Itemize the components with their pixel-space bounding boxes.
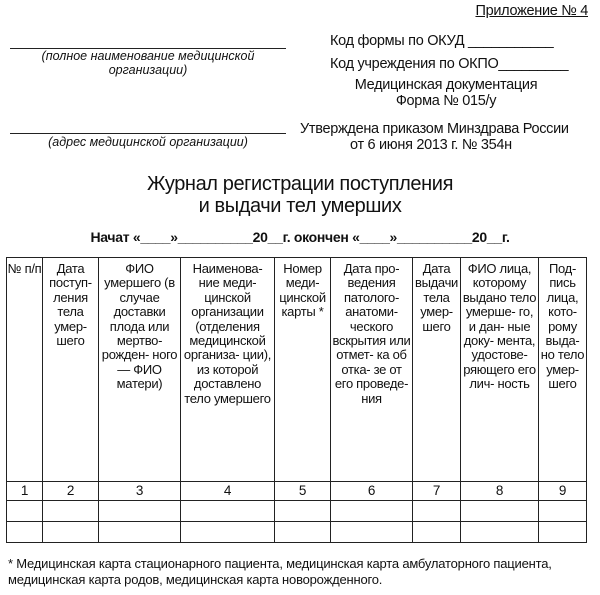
org-address-note: (адрес медицинской организации) xyxy=(48,135,248,149)
col-header-arrival-date: Дата поступ- ления тела умер- шего xyxy=(43,258,99,482)
col-number: 5 xyxy=(275,482,331,501)
okpo-code-label: Код учреждения по ОКПО_________ xyxy=(330,56,569,72)
col-number: 4 xyxy=(181,482,275,501)
table-cell[interactable] xyxy=(539,522,587,543)
journal-dates: Начат «____»__________20__г. окончен «____»__________20__г. xyxy=(90,229,510,245)
table-cell[interactable] xyxy=(99,522,181,543)
title-line-1: Журнал регистрации поступления xyxy=(146,173,454,195)
table-cell[interactable] xyxy=(43,522,99,543)
journal-table xyxy=(6,257,587,543)
med-doc-label: Медицинская документация xyxy=(354,77,538,93)
table-cell[interactable] xyxy=(413,522,461,543)
col-number: 1 xyxy=(7,482,43,501)
col-header-recipient-name: ФИО лица, которому выдано тело умерше- го, и дан- ные доку- мента, удостове- ряющего его лич- ность xyxy=(461,258,539,482)
col-header-organization: Наименова- ние меди- цинской организации (отделения медицинской организа- ции), из которой доставлено тело умершего xyxy=(181,258,275,482)
table-cell[interactable] xyxy=(331,522,413,543)
table-cell[interactable] xyxy=(461,522,539,543)
journal-title xyxy=(0,173,600,217)
column-number-row xyxy=(7,482,587,501)
table-cell[interactable] xyxy=(275,522,331,543)
table-cell[interactable] xyxy=(181,501,275,522)
table-cell[interactable] xyxy=(7,522,43,543)
col-header-number: № п/п xyxy=(7,258,43,482)
col-number: 8 xyxy=(461,482,539,501)
col-number: 7 xyxy=(413,482,461,501)
table-cell[interactable] xyxy=(7,501,43,522)
col-number: 6 xyxy=(331,482,413,501)
table-cell[interactable] xyxy=(99,501,181,522)
table-cell[interactable] xyxy=(413,501,461,522)
org-address-line xyxy=(10,133,286,134)
col-header-signature: Под- пись лица, кото- рому выда- но тело умер- шего xyxy=(539,258,587,482)
col-header-deceased-name: ФИО умершего (в случае доставки плода или мертво- рожден- ного — ФИО матери) xyxy=(99,258,181,482)
col-number: 3 xyxy=(99,482,181,501)
col-number: 9 xyxy=(539,482,587,501)
form-number: Форма № 015/у xyxy=(395,93,497,109)
approval-line-1: Утверждена приказом Минздрава России xyxy=(300,121,569,137)
col-number: 2 xyxy=(43,482,99,501)
table-cell[interactable] xyxy=(331,501,413,522)
okud-code-label: Код формы по ОКУД ___________ xyxy=(330,33,554,49)
table-row xyxy=(7,501,587,522)
table-header-row xyxy=(7,258,587,482)
title-line-2: и выдачи тел умерших xyxy=(198,195,402,217)
col-header-autopsy-date: Дата про- ведения патолого- анатоми- ческого вскрытия или отмет- ка об отка- зе от его проведе- ния xyxy=(331,258,413,482)
appendix-label: Приложение № 4 xyxy=(475,3,588,19)
table-row xyxy=(7,522,587,543)
col-header-card-number: Номер меди- цинской карты * xyxy=(275,258,331,482)
footnote: * Медицинская карта стационарного пациента, медицинская карта амбулаторного пациента, медицинская карта родов, медицинская карта новорожденного. xyxy=(8,556,552,587)
table-cell[interactable] xyxy=(461,501,539,522)
col-header-release-date: Дата выдачи тела умер- шего xyxy=(413,258,461,482)
table-cell[interactable] xyxy=(43,501,99,522)
table-cell[interactable] xyxy=(539,501,587,522)
org-name-note: (полное наименование медицинской организации) xyxy=(41,49,255,77)
table-cell[interactable] xyxy=(275,501,331,522)
approval-line-2: от 6 июня 2013 г. № 354н xyxy=(350,137,512,153)
table-cell[interactable] xyxy=(181,522,275,543)
